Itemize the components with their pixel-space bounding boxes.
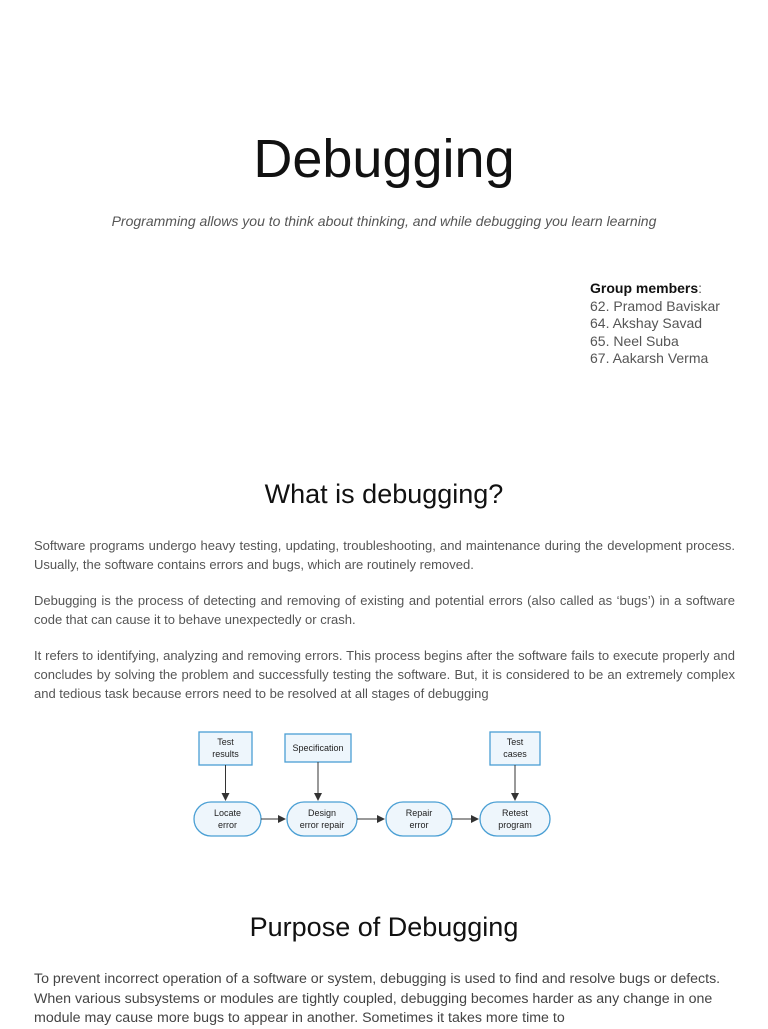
- group-members: Group members: 62. Pramod Baviskar 64. Akshay Savad 65. Neel Suba 67. Aakarsh Verma: [590, 280, 720, 366]
- locate-error-step: [194, 802, 261, 836]
- repair-label-1: Repair: [405, 808, 433, 818]
- specification-box: [285, 734, 351, 762]
- page-title: Debugging: [253, 129, 515, 189]
- member-item: 65. Neel Suba: [590, 332, 679, 349]
- subtitle-quote: Programming allows you to think about thinking, and while debugging you learn learning: [111, 213, 657, 229]
- locate-label-1: Locate: [213, 808, 242, 818]
- paragraph: Software programs undergo heavy testing, updating, troubleshooting, and maintenance during the development process. Usually, the software contains errors and bugs, which are routinely removed.: [34, 538, 735, 573]
- retest-program-step: [480, 802, 550, 836]
- retest-label-2: program: [498, 820, 532, 830]
- debugging-process-diagram: [0, 720, 768, 850]
- group-members-label: Group members: [590, 280, 699, 296]
- section-heading-purpose: Purpose of Debugging: [249, 912, 519, 942]
- design-label-1: Design: [307, 808, 337, 818]
- test-results-label-1: Test: [217, 737, 234, 747]
- member-item: 67. Aakarsh Verma: [590, 350, 709, 366]
- test-cases-label-2: cases: [503, 749, 527, 759]
- test-cases-box: [490, 732, 540, 765]
- test-cases-label-1: Test: [506, 737, 524, 747]
- retest-label-1: Retest: [501, 808, 529, 818]
- paragraph: It refers to identifying, analyzing and removing errors. This process begins after the software fails to execute properly and concludes by solving the problem and successfully testing the software. But, it is considered to be an extremely complex and tedious task because errors need to be resolved at all stages of debugging: [34, 648, 735, 702]
- design-error-repair-step: [287, 802, 357, 836]
- paragraph: To prevent incorrect operation of a software or system, debugging is used to find and resolve bugs or defects. When various subsystems or modules are tightly coupled, debugging becomes harder as any change in one module may cause more bugs to appear in another. Sometimes it takes more time to: [34, 971, 721, 1026]
- locate-label-2: error: [217, 820, 238, 830]
- repair-error-step: [386, 802, 452, 836]
- specification-label: Specification: [292, 743, 344, 753]
- section-heading-what-is-debugging: What is debugging?: [264, 479, 504, 509]
- design-label-2: error repair: [299, 820, 345, 830]
- member-item: 64. Akshay Savad: [590, 315, 703, 331]
- test-results-label-2: results: [212, 749, 239, 759]
- paragraph: Debugging is the process of detecting and removing of existing and potential errors (also called as ‘bugs’) in a software code that can cause it to behave unexpectedly or crash.: [34, 593, 735, 628]
- repair-label-2: error: [409, 820, 429, 830]
- test-results-box: [199, 732, 252, 765]
- member-item: 62. Pramod Baviskar: [590, 297, 720, 314]
